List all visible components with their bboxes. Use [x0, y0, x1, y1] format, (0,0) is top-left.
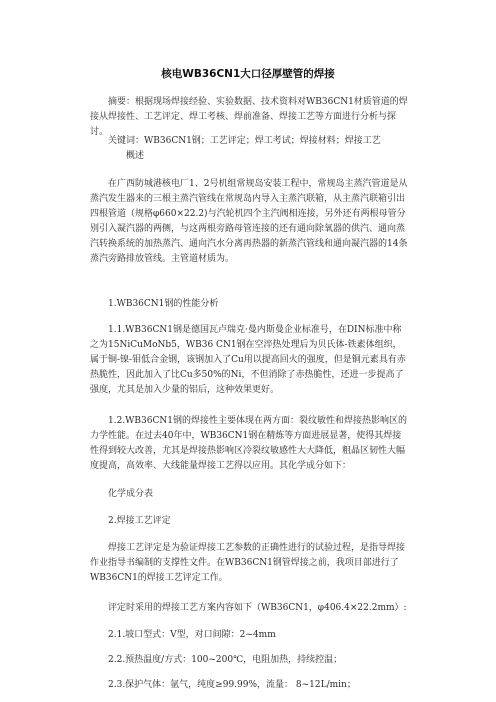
intro-paragraph: 在广西防城港核电厂1、2号机组常规岛安装工程中，常规岛主蒸汽管道是从蒸汽发生器来的三根主蒸汽管线在常规岛内导入主蒸汽联箱，从主蒸汽联箱引出四根管道（规格φ660×22.2)与汽轮机四个主汽阀相连接，另外还有两根母管分别引入凝汽器的两侧，与这两根旁路母管连接的还有通向除氧器的供汽、通向蒸汽转换系统的加热蒸汽、通向汽水分离再热器的新蒸汽管线和通向凝汽器的14条蒸汽旁路排放管线。主管道材质为。	[90, 179, 408, 264]
section-1-2-paragraph: 1.2.WB36CN1钢的焊接性主要体现在两方面：裂纹敏性和焊接热影响区的力学性能。在过去40年中，WB36CN1钢在精炼等方面进展显著，使得其焊接性得到较大改善，尤其是焊接热影响区冷裂纹敏感性大大降低，粗晶区韧性大幅度提高，高效率、大线能量焊接工艺得以应用。其化学成分如下：	[90, 416, 407, 471]
keywords-line: 关键词：WB36CN1钢；工艺评定；焊工考试；焊接材料；焊接工艺	[108, 136, 381, 146]
section-2-heading: 2.焊接工艺评定	[108, 516, 171, 526]
chem-table-caption: 化学成分表	[108, 489, 154, 499]
section-2-1-line: 2.1.坡口型式：V型，对口间隙：2~4mm	[108, 630, 276, 640]
document-title: 核电WB36CN1大口径厚壁管的焊接	[161, 68, 335, 80]
section-2-paragraph-1: 焊接工艺评定是为验证焊接工艺参数的正确性进行的试验过程，是指导焊接作业指导书编制的支撑性文件。在WB36CN1钢管焊接之前，我项目部进行了WB36CN1的焊接工艺评定工作。	[90, 543, 406, 583]
overview-heading: 概述	[126, 151, 145, 161]
section-2-2-line: 2.2.预热温度/方式：100~200℃，电阻加热，持续控温；	[108, 655, 343, 665]
section-2-paragraph-2: 评定时采用的焊接工艺方案内容如下（WB36CN1，φ406.4×22.2mm）:	[108, 603, 407, 613]
abstract-paragraph: 摘要：根据现场焊接经验、实验数据、技术资料对WB36CN1材质管道的焊接从焊接性、工艺评定、焊工考核、焊前准备、焊接工艺等方面进行分析与探讨。	[90, 97, 408, 137]
section-1-heading: 1.WB36CN1钢的性能分析	[108, 299, 219, 309]
section-1-1-paragraph: 1.1.WB36CN1钢是德国瓦卢瑞克·曼内斯曼企业标准号，在DIN标准中称之为15NiCuMoNb5，WB36 CN1钢在空淬热处理后为贝氏体-铁素体组织，属于铜-镍-钼低合金钢，该钢加入了Cu用以提高回火的强度，但是铜元素具有赤热脆性，因此加入了比Cu多50%的Ni，不但消除了赤热脆性，还进一步提高了强度，尤其是加入少量的铝后，这种效果更好。	[90, 325, 406, 395]
section-2-3-line: 2.3.保护气体：氩气，纯度≥99.99%，流量： 8~12L/min；	[108, 680, 356, 690]
